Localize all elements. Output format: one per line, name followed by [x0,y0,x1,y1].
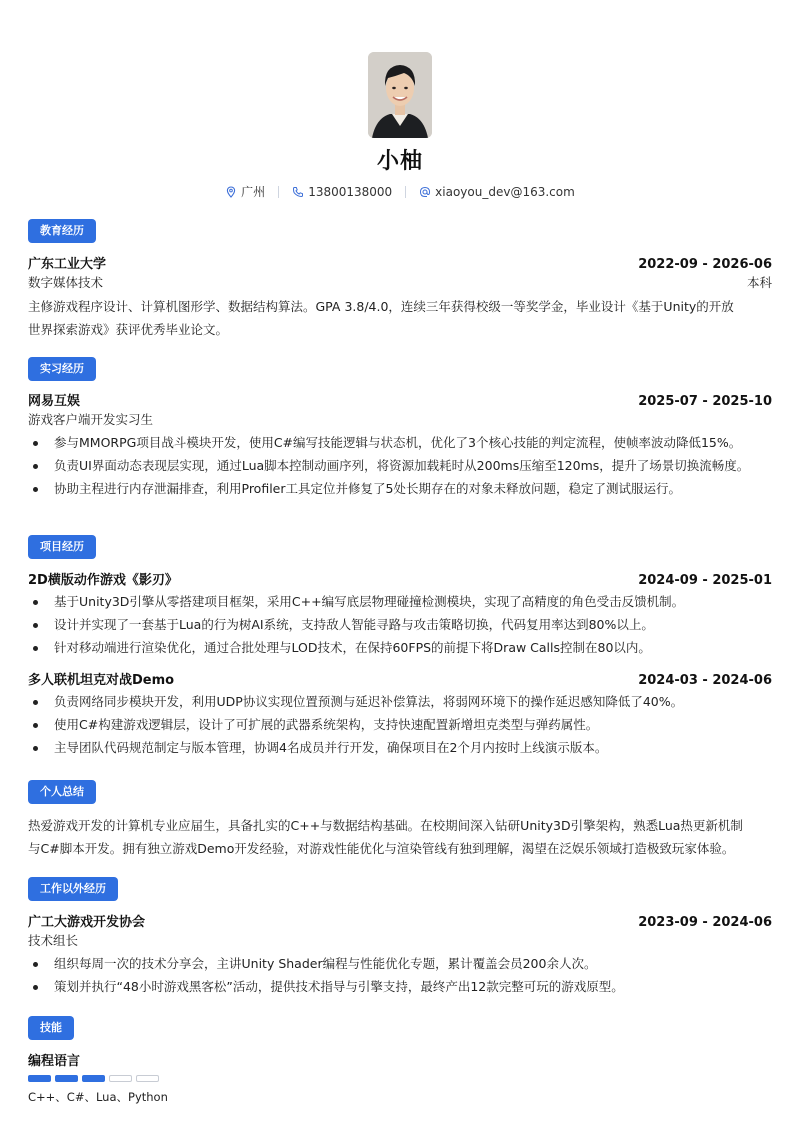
internship-role: 游戏客户端开发实习生 [28,412,154,427]
section-badge-projects: 项目经历 [28,535,96,559]
contact-email [419,185,575,199]
section-badge-extra: 工作以外经历 [28,877,118,901]
section-badge-education: 教育经历 [28,219,96,243]
education-section [28,219,772,341]
education-desc-line: 主修游戏程序设计、计算机图形学、数据结构算法。GPA 3.8/4.0，连续三年获得校级一等奖学金，毕业设计《基于Unity的开放 [28,299,734,314]
extra-experience-section [28,877,772,1001]
skill-level-segment [109,1075,132,1082]
skills-section [28,1016,772,1105]
extra-role: 技术组长 [28,933,79,948]
organization-name: 广工大游戏开发协会 [28,915,146,930]
list-item: 参与MMORPG项目战斗模块开发，使用C#编写技能逻辑与状态机，优化了3个核心技能的判定流程，使帧率波动降低15%。 [28,434,772,452]
contact-divider [405,186,406,198]
map-pin-icon [225,186,237,198]
projects-section [28,535,772,762]
email-text: xiaoyou_dev@163.com [435,184,575,199]
extra-bullets [28,955,772,996]
education-header-row [28,253,772,272]
project-date: 2024-03 - 2024-06 [638,673,772,688]
location-text: 广州 [241,185,266,199]
section-badge-skills: 技能 [28,1016,74,1040]
resume-header [0,52,800,200]
candidate-name: 小柚 [376,149,423,174]
list-item: 负责网络同步模块开发，利用UDP协议实现位置预测与延迟补偿算法，将弱网环境下的操作延迟感知降低了40%。 [28,693,772,711]
list-item: 设计并实现了一套基于Lua的行为树AI系统，支持敌人智能寻路与攻击策略切换，代码复用率达到80%以上。 [28,616,772,634]
list-item: 主导团队代码规范制定与版本管理，协调4名成员并行开发，确保项目在2个月内按时上线演示版本。 [28,739,772,757]
skill-level-segment [136,1075,159,1082]
profile-photo [368,52,432,138]
education-description [28,295,772,341]
internship-bullets [28,434,772,498]
project-name: 多人联机坦克对战Demo [28,673,175,688]
list-item: 针对移动端进行渲染优化，通过合批处理与LOD技术，在保持60FPS的前提下将Draw Calls控制在80以内。 [28,639,772,657]
skill-level-segment [55,1075,78,1082]
skill-level-bar [28,1075,772,1082]
skill-category: 编程语言 [28,1054,81,1069]
section-badge-summary: 个人总结 [28,780,96,804]
phone-text: 13800138000 [308,184,393,199]
skill-level-segment [82,1075,105,1082]
project-bullets [28,693,772,757]
list-item: 协助主程进行内存泄漏排查，利用Profiler工具定位并修复了5处长期存在的对象未释放问题，稳定了测试服运行。 [28,480,772,498]
contact-phone [292,185,392,199]
school-name: 广东工业大学 [28,257,107,272]
contact-location [225,183,265,200]
extra-date: 2023-09 - 2024-06 [638,915,772,930]
section-badge-internship: 实习经历 [28,357,96,381]
education-sub-row [28,273,772,291]
project-header-row [28,669,772,688]
education-date: 2022-09 - 2026-06 [638,257,772,272]
education-desc-line: 世界探索游戏》获评优秀毕业论文。 [28,322,229,337]
list-item: 负责UI界面动态表现层实现，通过Lua脚本控制动画序列，将资源加载耗时从200ms压缩至120ms，提升了场景切换流畅度。 [28,457,772,475]
company-name: 网易互娱 [28,394,81,409]
internship-section [28,357,772,503]
list-item: 使用C#构建游戏逻辑层，设计了可扩展的武器系统架构，支持快速配置新增坦克类型与弹药属性。 [28,716,772,734]
project-date: 2024-09 - 2025-01 [638,573,772,588]
contact-divider [278,186,279,198]
portrait-image [368,52,432,138]
summary-line: 热爱游戏开发的计算机专业应届生，具备扎实的C++与数据结构基础。在校期间深入钻研Unity3D引擎架构，熟悉Lua热更新机制 [28,818,743,833]
list-item: 基于Unity3D引擎从零搭建项目框架，采用C++编写底层物理碰撞检测模块，实现了高精度的角色受击反馈机制。 [28,593,772,611]
major: 数字媒体技术 [28,275,104,290]
project-header-row [28,569,772,588]
skill-items: C++、C#、Lua、Python [28,1090,168,1104]
internship-header-row [28,390,772,409]
at-sign-icon [419,186,431,198]
list-item: 组织每周一次的技术分享会，主讲Unity Shader编程与性能优化专题，累计覆盖会员200余人次。 [28,955,772,973]
project-name: 2D横版动作游戏《影刃》 [28,573,178,588]
internship-date: 2025-07 - 2025-10 [638,394,772,409]
skill-level-segment [28,1075,51,1082]
extra-header-row [28,911,772,930]
degree: 本科 [746,275,772,290]
project-bullets [28,593,772,657]
list-item: 策划并执行“48小时游戏黑客松”活动，提供技术指导与引擎支持，最终产出12款完整可玩的游戏原型。 [28,978,772,996]
phone-icon [292,186,304,198]
contact-info [0,183,800,200]
summary-line: 与C#脚本开发。拥有独立游戏Demo开发经验，对游戏性能优化与渲染管线有独到理解，渴望在泛娱乐领域打造极致玩家体验。 [28,841,735,856]
summary-text [28,814,772,860]
summary-section [28,780,772,860]
